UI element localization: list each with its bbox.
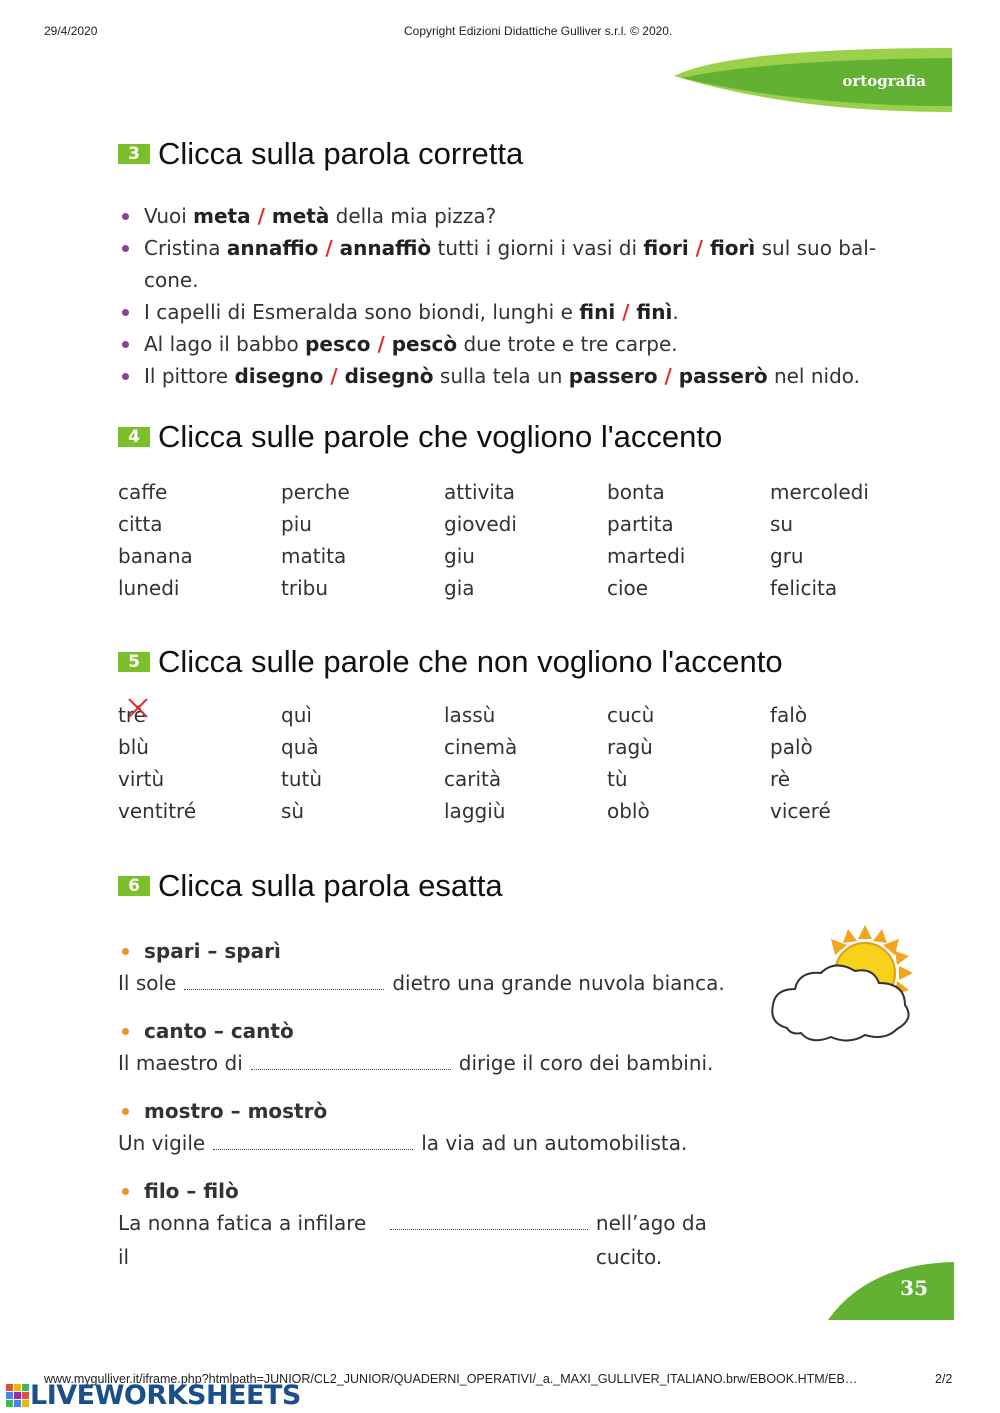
section-3-title: Clicca sulla parola corretta	[158, 136, 524, 171]
exercise-options[interactable]: mostro – mostrò	[118, 1096, 778, 1126]
sentence-text: nel nido.	[767, 364, 861, 388]
word-option[interactable]: cinemà	[444, 735, 518, 759]
word-option[interactable]: partita	[607, 512, 674, 536]
sentence-end: dirige il coro dei bambini.	[458, 1051, 714, 1075]
word-choice[interactable]: fiorì	[709, 236, 756, 260]
liveworksheets-brand: LIVEWORKSHEETS	[30, 1380, 301, 1411]
word-option[interactable]: rè	[770, 767, 791, 791]
word-choice[interactable]: fiori	[643, 236, 689, 260]
sentence-end: dietro una grande nuvola bianca.	[392, 971, 725, 995]
section-5-word-grid	[118, 699, 933, 827]
sentence-item	[118, 232, 928, 296]
sentence-text: due trote e tre carpe.	[457, 332, 678, 356]
word-option[interactable]: carità	[444, 767, 502, 791]
slash-separator: /	[250, 204, 272, 228]
section-3-list	[118, 200, 928, 392]
sentence-start: La nonna fatica a infilare il	[118, 1211, 367, 1269]
slash-separator: /	[688, 236, 710, 260]
word-option[interactable]: felicita	[770, 576, 838, 600]
fill-exercise	[118, 1016, 778, 1080]
exercise-sentence	[118, 1206, 778, 1274]
word-option[interactable]: gia	[444, 576, 475, 600]
exercise-sentence	[118, 1126, 778, 1160]
section-6-header	[118, 868, 503, 904]
word-choice[interactable]: disegnò	[344, 364, 434, 388]
word-choice[interactable]: meta	[193, 204, 251, 228]
sentence-text: sul suo bal-	[755, 236, 877, 260]
section-5-header	[118, 644, 783, 680]
page-leaf	[828, 1262, 954, 1320]
sentence-item	[118, 328, 928, 360]
sentence-text: Vuoi	[144, 204, 194, 228]
word-choice[interactable]: passerò	[678, 364, 768, 388]
word-option[interactable]: laggiù	[444, 799, 506, 823]
word-option[interactable]: viceré	[770, 799, 831, 823]
word-option[interactable]: falò	[770, 703, 808, 727]
word-choice[interactable]: pescò	[391, 332, 458, 356]
word-option[interactable]: martedi	[607, 544, 686, 568]
word-option[interactable]: oblò	[607, 799, 650, 823]
word-option[interactable]: sù	[281, 799, 305, 823]
exercise-options[interactable]: spari – sparì	[118, 936, 778, 966]
cross-mark-icon	[125, 695, 151, 721]
section-3-header	[118, 136, 523, 172]
word-choice[interactable]: disegno	[234, 364, 324, 388]
word-option[interactable]: mercoledi	[770, 480, 869, 504]
word-option[interactable]: lassù	[444, 703, 496, 727]
word-option[interactable]: banana	[118, 544, 193, 568]
word-option[interactable]: cioe	[607, 576, 649, 600]
sentence-text: tutti i giorni i vasi di	[431, 236, 644, 260]
word-choice[interactable]: annaffio	[226, 236, 319, 260]
word-option[interactable]: palò	[770, 735, 813, 759]
sentence-end: la via ad un automobilista.	[421, 1131, 688, 1155]
copyright-notice: Copyright Edizioni Didattiche Gulliver s.r.l. © 2020.	[404, 24, 673, 38]
section-4-header	[118, 419, 722, 455]
sentence-start: Un vigile	[118, 1131, 206, 1155]
word-option[interactable]: ventitré	[118, 799, 197, 823]
word-choice[interactable]: pesco	[305, 332, 371, 356]
section-5-title: Clicca sulle parole che non vogliono l'accento	[158, 644, 783, 679]
word-option[interactable]: blù	[118, 735, 149, 759]
section-6-title: Clicca sulla parola esatta	[158, 868, 503, 903]
section-4-word-grid	[118, 476, 933, 604]
section-4-title: Clicca sulle parole che vogliono l'accento	[158, 419, 723, 454]
word-option[interactable]: virtù	[118, 767, 165, 791]
word-option[interactable]: perche	[281, 480, 350, 504]
slash-separator: /	[318, 236, 340, 260]
word-option[interactable]: quì	[281, 703, 312, 727]
exercise-sentence	[118, 966, 778, 1000]
word-option[interactable]: tribu	[281, 576, 328, 600]
slash-separator: /	[615, 300, 637, 324]
answer-blank[interactable]	[251, 1051, 451, 1070]
word-option[interactable]: su	[770, 512, 794, 536]
sentence-text: .	[672, 300, 679, 324]
sun-cloud-icon	[765, 923, 930, 1053]
logo-blocks-icon	[6, 1384, 30, 1408]
word-option[interactable]: caffe	[118, 480, 168, 504]
section-4-number: 4	[118, 427, 150, 447]
word-option[interactable]: matita	[281, 544, 347, 568]
section-6-number: 6	[118, 876, 150, 896]
sentence-item	[118, 360, 928, 392]
word-option[interactable]: gru	[770, 544, 804, 568]
word-option[interactable]: citta	[118, 512, 163, 536]
word-option[interactable]: tù	[607, 767, 628, 791]
word-option[interactable]: piu	[281, 512, 312, 536]
word-option[interactable]: attivita	[444, 480, 515, 504]
slash-separator: /	[323, 364, 345, 388]
exercise-options[interactable]: filo – filò	[118, 1176, 778, 1206]
sentence-end: nell’ago da cucito.	[595, 1211, 707, 1269]
sentence-text: I capelli di Esmeralda sono biondi, lunghi e	[144, 300, 580, 324]
word-option[interactable]: quà	[281, 735, 319, 759]
slash-separator: /	[370, 332, 392, 356]
page-number: 35	[900, 1276, 928, 1300]
answer-blank[interactable]	[184, 971, 384, 990]
word-choice[interactable]: annaffiò	[339, 236, 432, 260]
footer-page-count: 2/2	[935, 1372, 953, 1386]
answer-blank[interactable]	[213, 1131, 413, 1150]
word-choice[interactable]: metà	[271, 204, 330, 228]
word-option[interactable]: tutù	[281, 767, 323, 791]
section-3-number: 3	[118, 144, 150, 164]
exercise-sentence	[118, 1046, 778, 1080]
section-5-number: 5	[118, 652, 150, 672]
word-option[interactable]: giovedi	[444, 512, 517, 536]
fill-exercise	[118, 1096, 778, 1160]
word-option[interactable]: trè	[118, 703, 146, 727]
sentence-text: Il pittore	[144, 364, 235, 388]
section-tag	[672, 48, 952, 112]
word-choice[interactable]: finì	[636, 300, 673, 324]
exercise-options[interactable]: canto – cantò	[118, 1016, 778, 1046]
sentence-start: Il sole	[118, 971, 177, 995]
answer-blank[interactable]	[390, 1211, 588, 1230]
footer-url: www.mygulliver.it/iframe.php?htmlpath=JUNIOR/CL2_JUNIOR/QUADERNI_OPERATIVI/_a._MAXI_GULLIVER_ITALIANO.brw/EBOOK.HTM/EB…	[44, 1372, 858, 1386]
page-number-badge	[828, 1262, 954, 1320]
section-6-exercises	[118, 936, 778, 1290]
sentence-item	[118, 200, 928, 232]
sentence-text: sulla tela un	[433, 364, 569, 388]
sentence-text: della mia pizza?	[329, 204, 497, 228]
liveworksheets-logo	[6, 1380, 301, 1411]
word-option[interactable]: ragù	[607, 735, 653, 759]
sentence-text: cone.	[144, 268, 199, 292]
sentence-text: Al lago il babbo	[144, 332, 306, 356]
print-date: 29/4/2020	[44, 24, 98, 38]
section-tag-label: ortografia	[842, 72, 926, 90]
word-option[interactable]: lunedi	[118, 576, 180, 600]
fill-exercise	[118, 1176, 778, 1274]
word-option[interactable]: bonta	[607, 480, 665, 504]
sentence-start: Il maestro di	[118, 1051, 243, 1075]
sentence-text: Cristina	[144, 236, 227, 260]
slash-separator: /	[657, 364, 679, 388]
fill-exercise	[118, 936, 778, 1000]
sentence-item	[118, 296, 928, 328]
word-option[interactable]: cucù	[607, 703, 655, 727]
word-choice[interactable]: fini	[579, 300, 616, 324]
word-option[interactable]: giu	[444, 544, 475, 568]
word-choice[interactable]: passero	[568, 364, 658, 388]
